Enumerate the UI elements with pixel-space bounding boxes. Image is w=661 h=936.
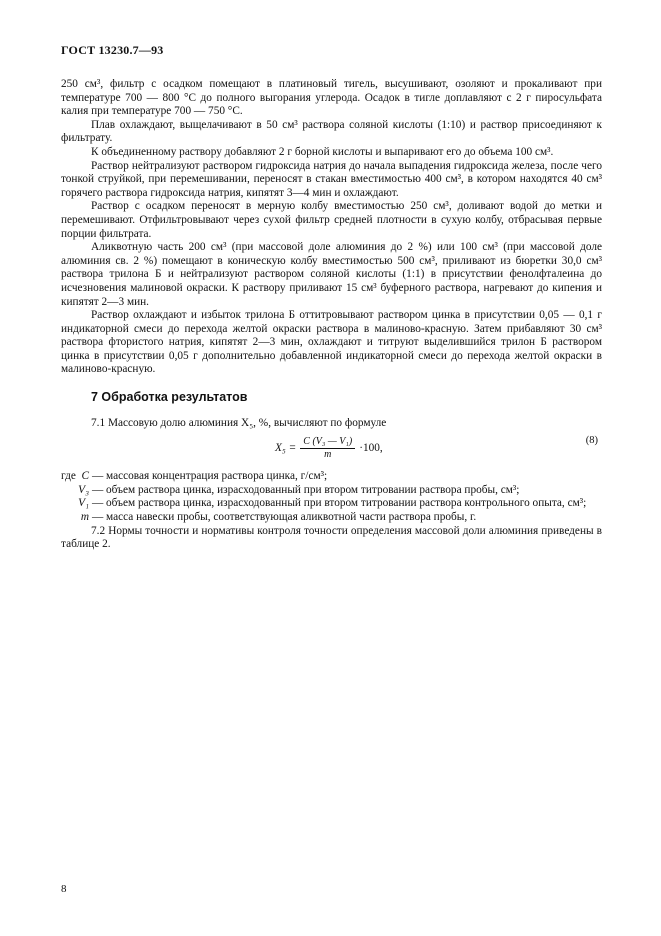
definition-symbol: m (80, 511, 89, 524)
definition-symbol: V₃ (78, 483, 89, 496)
paragraph-5: Раствор с осадком переносят в мерную колбу вместимостью 250 см³, доливают водой до метки и перемешивают. Отфильтровывают через сухой фильтр средней плотности в сухую колбу, отбрасывая первые порции фильтрата. (61, 200, 602, 240)
page-number: 8 (61, 883, 67, 895)
definition-text: массовая концентрация раствора цинка, г/см³; (106, 470, 328, 483)
formula-denominator: m (324, 449, 332, 461)
section-title: 7 Обработка результатов (91, 390, 248, 405)
document-header: ГОСТ 13230.7—93 (61, 43, 164, 57)
definition-dash: — (92, 483, 104, 496)
definition-symbol: V₁ (78, 497, 89, 510)
paragraph-7: Раствор охлаждают и избыток трилона Б оттитровывают раствором цинка в присутствии 0,05 — 0,1 г индикаторной смеси до перехода желтой окраски раствора в малиново-красную. Затем прибавляют 30 см³ раствора фтористого натрия, кипятят 2—3 мин, охлаждают и титруют выделившийся трилон Б раствором цинка в присутствии 0,05 г дополнительно добавленной индикаторной смеси до перехода желтой окраски в малиново-красную. (61, 309, 602, 376)
document-body (61, 78, 602, 552)
definition-item (61, 511, 602, 525)
equation-number: (8) (585, 435, 598, 447)
paragraph-4: Раствор нейтрализуют раствором гидроксида натрия до начала выпадения гидроксида железа, после чего тонкой струйкой, при перемешивании, переносят в стакан вместимостью 400 см³, в котором находятся 40 см³ горячего раствора гидроксида натрия, кипятят 3—4 мин и охлаждают. (61, 159, 602, 199)
formula-rhs: ·100, (359, 441, 383, 454)
paragraph-6: Аликвотную часть 200 см³ (при массовой доле алюминия до 2 %) или 100 см³ (при массовой доле алюминия св. 2 %) помещают в коническую колбу вместимостью 500 см³, приливают из бюретки 30,0 см³ раствора трилона Б и нейтрализуют раствором соляной кислоты (1:1) в присутствии фенолфталеина до исчезновения малиновой окраски. К раствору приливают 15 см³ буферного раствора, нагревают до кипения и кипятят 2—3 мин. (61, 241, 602, 308)
definition-text: объем раствора цинка, израсходованный при втором титровании раствора контрольного опыта, см³; (106, 497, 587, 510)
section-closing: 7.2 Нормы точности и нормативы контроля точности определения массовой доли алюминия приведены в таблице 2. (61, 524, 602, 551)
definitions-list (61, 470, 602, 524)
formula-lhs: X₅ = (275, 441, 297, 454)
definition-dash: — (92, 497, 104, 510)
definition-text: объем раствора цинка, израсходованный при втором титровании раствора пробы, см³; (106, 483, 520, 496)
formula-block (61, 434, 602, 468)
definition-text: масса навески пробы, соответствующая аликвотной части раствора пробы, г. (106, 511, 477, 524)
definition-item (61, 497, 602, 511)
definition-item (61, 470, 602, 484)
paragraph-3: К объединенному раствору добавляют 2 г борной кислоты и выпаривают его до объема 100 см³. (91, 145, 554, 158)
definition-symbol: C (81, 470, 89, 483)
formula-fraction (300, 436, 355, 461)
where-label: где (61, 470, 76, 483)
definition-dash: — (92, 470, 104, 483)
section-intro: 7.1 Массовую долю алюминия X₅, %, вычисляют по формуле (91, 416, 387, 429)
paragraph-2: Плав охлаждают, выщелачивают в 50 см³ раствора соляной кислоты (1:10) и раствор присоединяют к фильтрату. (61, 118, 602, 145)
definition-item (61, 484, 602, 498)
formula-numerator: C (V₃ — V₁) (300, 436, 355, 449)
paragraph-1: 250 см³, фильтр с осадком помещают в платиновый тигель, высушивают, озоляют и прокаливают при температуре 700 — 800 °С до полного выгорания углерода. Осадок в тигле доплавляют с 2 г пиросульфата калия при температуре 700 — 750 °С. (61, 78, 602, 118)
formula (275, 436, 383, 461)
definition-dash: — (92, 511, 104, 524)
